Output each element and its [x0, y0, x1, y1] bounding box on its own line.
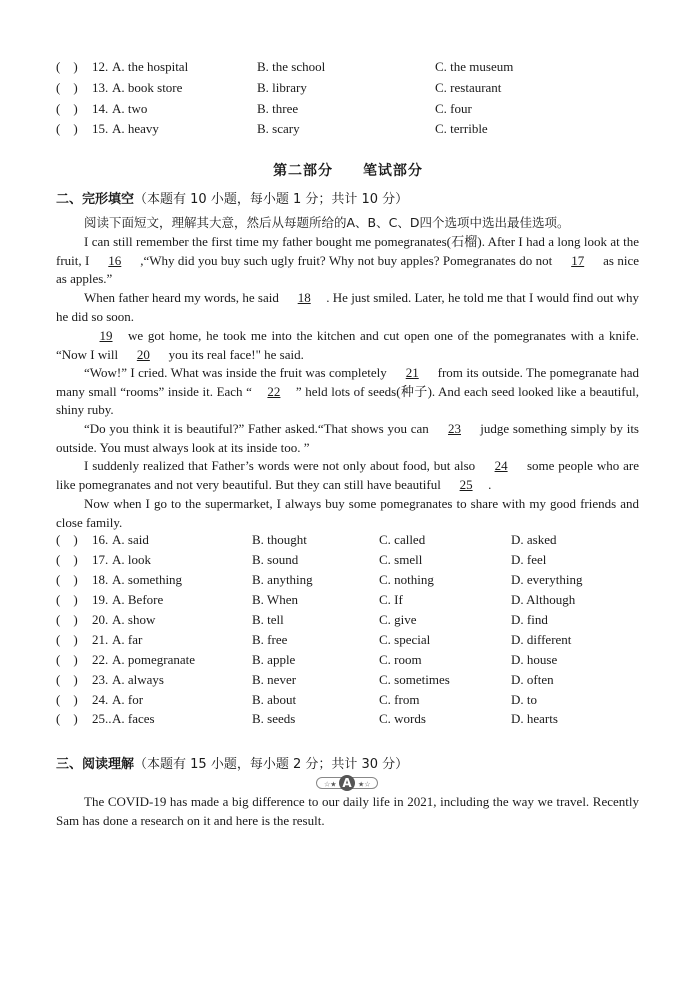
part-title-number: 第二部分 — [273, 163, 334, 179]
question-number: 24. — [92, 692, 109, 707]
option-a: A. look — [112, 552, 151, 567]
option-b: B. apple — [252, 652, 296, 667]
option-a: A. faces — [112, 711, 155, 726]
passage-text: . — [488, 476, 492, 492]
badge-letter: A — [342, 776, 352, 790]
passage-text: as nice as apples.” — [56, 252, 639, 287]
passage-text: you its real face!" he said. — [165, 346, 304, 362]
question-number: 25.. — [92, 711, 112, 726]
option-b: B. the school — [257, 59, 326, 74]
option-b: B. anything — [252, 572, 313, 587]
option-d: D. Although — [511, 592, 576, 607]
blank-21: 21 — [405, 365, 419, 380]
option-a: A. the hospital — [112, 59, 189, 74]
cloze-paragraph-4 — [56, 364, 639, 420]
option-b: B. free — [252, 632, 288, 647]
option-d: D. asked — [511, 532, 557, 547]
option-d: D. house — [511, 652, 558, 667]
option-d: D. different — [511, 632, 572, 647]
answer-bracket[interactable]: ( ) — [56, 692, 78, 707]
option-b: B. thought — [252, 532, 307, 547]
cloze-paragraph-1 — [56, 233, 639, 289]
option-a: A. for — [112, 692, 144, 707]
option-b: B. about — [252, 692, 297, 707]
answer-bracket[interactable]: ( ) — [56, 532, 78, 547]
passage-text: some people who are like pomegranates and not very beautiful. But they can still have beautiful — [56, 458, 639, 492]
option-a: A. far — [112, 632, 143, 647]
option-c: C. four — [435, 101, 472, 116]
option-d: D. everything — [511, 572, 583, 587]
blank-16: 16 — [108, 252, 122, 268]
question-number: 16. — [92, 532, 109, 547]
cloze-paragraph-3 — [56, 327, 639, 364]
option-a: A. pomegranate — [112, 652, 196, 667]
question-number: 17. — [92, 552, 109, 567]
cloze-paragraph-2 — [56, 289, 639, 326]
question-number: 19. — [92, 592, 109, 607]
blank-20: 20 — [136, 346, 150, 362]
option-c: C. from — [379, 692, 420, 707]
option-a: A. always — [112, 672, 164, 687]
option-b: B. sound — [252, 552, 299, 567]
passage-text: ” held lots of seeds(种子). And each seed looked like a beautiful, shiny ruby. — [56, 383, 639, 418]
option-b: B. seeds — [252, 711, 296, 726]
answer-bracket[interactable]: ( ) — [56, 672, 78, 687]
reading-a-intro: The COVID-19 has made a big difference to our daily life in 2021, including the way we travel. Recently Sam has done a research on it and here is the result. — [56, 794, 639, 828]
section2-heading-scoring: （本题有 10 小题，每小题 1 分；共计 10 分） — [134, 192, 409, 207]
option-a: A. something — [112, 572, 183, 587]
option-b: B. never — [252, 672, 297, 687]
answer-bracket[interactable]: ( ) — [56, 552, 78, 567]
answer-bracket[interactable]: ( ) — [56, 121, 78, 136]
passage-text: “Do you think it is beautiful?” Father asked.“That shows you can — [84, 421, 433, 436]
section2-heading — [56, 188, 408, 207]
answer-bracket[interactable]: ( ) — [56, 572, 78, 587]
section3-heading — [56, 753, 408, 772]
answer-bracket[interactable]: ( ) — [56, 612, 78, 627]
question-number: 18. — [92, 572, 109, 587]
option-a: A. show — [112, 612, 156, 627]
question-number: 15. — [92, 121, 109, 136]
option-a: A. heavy — [112, 121, 159, 136]
blank-19: 19 — [99, 328, 113, 343]
passage-text: I suddenly realized that Father’s words were not only about food, but also — [84, 458, 480, 473]
option-c: C. If — [379, 592, 403, 607]
answer-bracket[interactable]: ( ) — [56, 632, 78, 647]
section2-heading-title: 二、完形填空 — [56, 192, 135, 207]
question-number: 12. — [92, 59, 109, 74]
option-c: C. the museum — [435, 59, 514, 74]
question-number: 13. — [92, 80, 109, 95]
option-d: D. find — [511, 612, 548, 627]
blank-25: 25 — [459, 476, 473, 492]
option-c: C. nothing — [379, 572, 434, 587]
option-d: D. feel — [511, 552, 547, 567]
cloze-paragraph-7: Now when I go to the supermarket, I always buy some pomegranates to share with my good friends and close family. — [56, 496, 639, 530]
blank-24: 24 — [494, 458, 508, 473]
option-d: D. often — [511, 672, 554, 687]
part-title-name: 笔试部分 — [362, 163, 423, 179]
option-c: C. give — [379, 612, 417, 627]
option-c: C. terrible — [435, 121, 488, 136]
option-a: A. said — [112, 532, 149, 547]
blank-23: 23 — [448, 421, 461, 436]
section3-heading-scoring: （本题有 15 小题，每小题 2 分；共计 30 分） — [134, 757, 409, 772]
option-b: B. three — [257, 101, 299, 116]
option-d: D. hearts — [511, 711, 558, 726]
passage-text: we got home, he took me into the kitchen and cut open one of the pomegranates with a knife. “Now I will — [56, 328, 639, 362]
section3-heading-title: 三、阅读理解 — [56, 757, 135, 772]
option-c: C. smell — [379, 552, 423, 567]
passage-text: judge something simply by its outside. You must always look at its inside too. ” — [56, 421, 639, 455]
option-c: C. sometimes — [379, 672, 450, 687]
option-d: D. to — [511, 692, 537, 707]
star-icon: ☆★ — [324, 780, 337, 789]
answer-bracket[interactable]: ( ) — [56, 652, 78, 667]
question-number: 23. — [92, 672, 109, 687]
blank-18: 18 — [297, 290, 311, 305]
cloze-paragraph-5 — [56, 420, 639, 457]
option-a: A. Before — [112, 592, 164, 607]
passage-text: from its outside. The pomegranate had many small “rooms” inside it. Each “ — [56, 365, 639, 399]
option-c: C. room — [379, 652, 422, 667]
cloze-instruction: 阅读下面短文，理解其大意，然后从每题所给的A、B、C、D四个选项中选出最佳选项。 — [84, 215, 570, 230]
passage-text: “Wow!” I cried. What was inside the fruit was completely — [84, 365, 391, 380]
answer-bracket[interactable]: ( ) — [56, 592, 78, 607]
passage-text: ,“Why did you buy such ugly fruit? Why not buy apples? Pomegranates do not — [136, 252, 556, 268]
passage-text: When father heard my words, he said — [84, 290, 283, 305]
passage-a-badge — [316, 774, 378, 792]
blank-22: 22 — [267, 383, 281, 399]
cloze-paragraph-6 — [56, 457, 639, 494]
option-a: A. book store — [112, 80, 183, 95]
part-title — [0, 160, 696, 180]
answer-bracket[interactable]: ( ) — [56, 59, 78, 74]
passage-text: I can still remember the first time my father bought me pomegranates(石榴). After I had a long look at the fruit, I — [56, 234, 639, 268]
question-number: 21. — [92, 632, 109, 647]
option-b: B. tell — [252, 612, 284, 627]
option-b: B. scary — [257, 121, 300, 136]
option-c: C. restaurant — [435, 80, 502, 95]
option-b: B. library — [257, 80, 307, 95]
question-number: 14. — [92, 101, 109, 116]
answer-bracket[interactable]: ( ) — [56, 80, 78, 95]
option-a: A. two — [112, 101, 148, 116]
passage-text: . He just smiled. Later, he told me that I would find out why he did so soon. — [56, 290, 639, 324]
option-c: C. special — [379, 632, 431, 647]
option-c: C. called — [379, 532, 426, 547]
option-b: B. When — [252, 592, 298, 607]
blank-17: 17 — [571, 252, 585, 268]
question-number: 20. — [92, 612, 109, 627]
answer-bracket[interactable]: ( ) — [56, 711, 78, 726]
question-number: 22. — [92, 652, 109, 667]
option-c: C. words — [379, 711, 426, 726]
answer-bracket[interactable]: ( ) — [56, 101, 78, 116]
star-icon: ★☆ — [358, 780, 371, 789]
